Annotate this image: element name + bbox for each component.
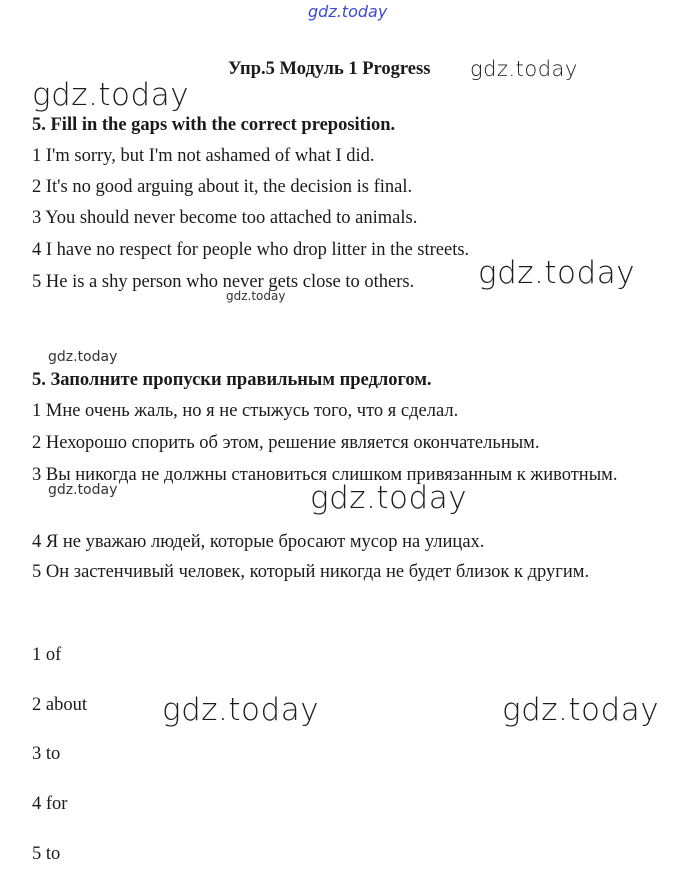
russian-item: 1 Мне очень жаль, но я не стыжусь того, что я сделал. xyxy=(32,401,459,421)
russian-heading: 5. Заполните пропуски правильным предлогом. xyxy=(32,370,432,390)
page-title: Упр.5 Модуль 1 Progress xyxy=(228,59,431,79)
russian-item: 3 Вы никогда не должны становиться слишком привязанным к животным. xyxy=(32,465,618,485)
answer-item: 1 of xyxy=(32,645,62,665)
english-item: 4 I have no respect for people who drop litter in the streets. xyxy=(32,240,470,260)
watermark: gdz.today xyxy=(226,289,286,303)
russian-item: 4 Я не уважаю людей, которые бросают мусор на улицах. xyxy=(32,532,485,552)
watermark: gdz.today xyxy=(502,692,660,728)
watermark: gdz.today xyxy=(32,77,190,113)
answer-item: 2 about xyxy=(32,695,87,715)
watermark: gdz.today xyxy=(310,480,468,516)
russian-item: 2 Нехорошо спорить об этом, решение является окончательным. xyxy=(32,433,540,453)
english-heading: 5. Fill in the gaps with the correct preposition. xyxy=(32,115,396,135)
watermark: gdz.today xyxy=(470,57,578,81)
watermark: gdz.today xyxy=(162,692,320,728)
russian-item: 5 Он застенчивый человек, который никогда не будет близок к другим. xyxy=(32,562,590,582)
english-item: 5 He is a shy person who never gets close to others. xyxy=(32,272,415,292)
watermark: gdz.today xyxy=(48,349,118,365)
watermark-top: gdz.today xyxy=(308,2,388,21)
watermark: gdz.today xyxy=(478,255,636,291)
english-item: 1 I'm sorry, but I'm not ashamed of what I did. xyxy=(32,146,375,166)
english-item: 2 It's no good arguing about it, the decision is final. xyxy=(32,177,413,197)
answer-item: 5 to xyxy=(32,844,61,864)
english-item: 3 You should never become too attached to animals. xyxy=(32,208,418,228)
watermark: gdz.today xyxy=(48,482,118,498)
answer-item: 3 to xyxy=(32,744,61,764)
answer-item: 4 for xyxy=(32,794,68,814)
